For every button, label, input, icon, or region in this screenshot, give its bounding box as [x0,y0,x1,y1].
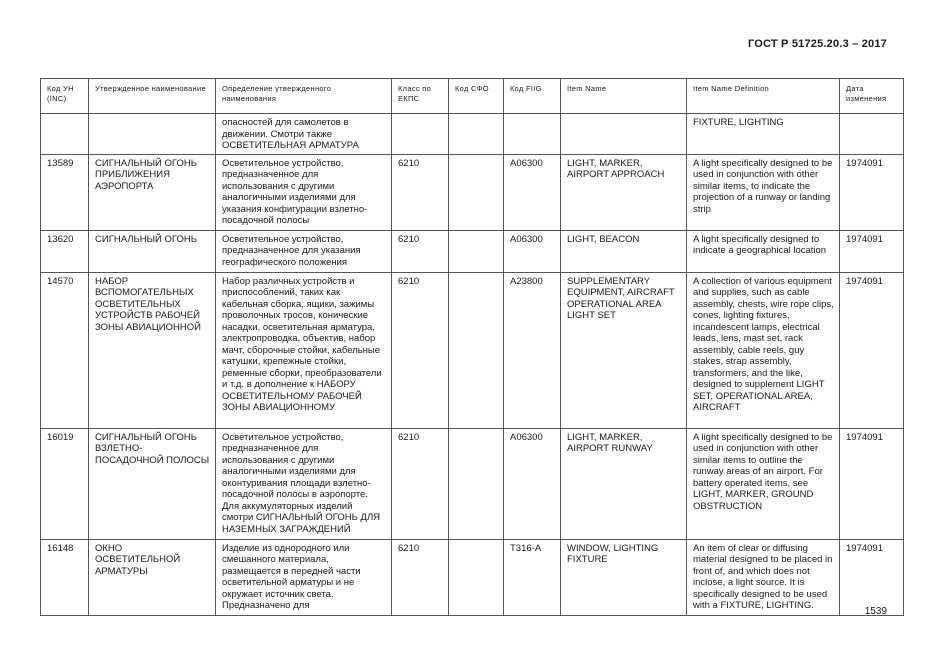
cell-inc [41,114,89,155]
cell-inc: 13620 [41,230,89,272]
cell-change-date: 1974091 [840,230,904,272]
cell-fiig-code [504,114,561,155]
page-number: 1539 [864,606,887,617]
cell-item-name: WINDOW, LIGHTING FIXTURE [561,539,687,615]
cell-sfo-code [449,428,504,539]
col-header-fiig-code: Код FIIG [504,79,561,114]
cell-change-date: 1974091 [840,539,904,615]
cell-item-name-definition: An item of clear or diffusing material designed to be placed in front of, and which does not inclose, a light source. It is specifically designed to be used with a FIXTURE, LIGHTING. [687,539,840,615]
cell-change-date: 1974091 [840,272,904,428]
table-row [41,154,904,230]
cell-change-date [840,114,904,155]
cell-change-date: 1974091 [840,154,904,230]
col-header-approved-name: Утвержденное наименование [89,79,216,114]
cell-fiig-code: T316-A [504,539,561,615]
cell-approved-name: СИГНАЛЬНЫЙ ОГОНЬ ПРИБЛИЖЕНИЯ АЭРОПОРТА [89,154,216,230]
cell-item-name-definition: FIXTURE, LIGHTING [687,114,840,155]
table-row [41,230,904,272]
cell-inc: 16148 [41,539,89,615]
cell-definition: опасностей для самолетов в движении. Смотри также ОСВЕТИТЕЛЬНАЯ АРМАТУРА [216,114,392,155]
cell-sfo-code [449,539,504,615]
cell-approved-name: СИГНАЛЬНЫЙ ОГОНЬ [89,230,216,272]
col-header-item-name: Item Name [561,79,687,114]
cell-item-name-definition: A collection of various equipment and supplies, such as cable assembly, chests, wire rope clips, cones, lighting fixtures, incandescent lamps, electrical leads, lens, mast set, rack assembly, cable reels, guy stakes, strap assembly, transformers, and the like, designed to supplement LIGHT SET, OPERATIONAL AREA, AIRCRAFT [687,272,840,428]
col-header-ekps-class: Класс по ЕКПС [392,79,449,114]
cell-fiig-code: A06300 [504,154,561,230]
table-row [41,428,904,539]
col-header-item-name-definition: Item Name Definition [687,79,840,114]
cell-sfo-code [449,154,504,230]
cell-inc: 14570 [41,272,89,428]
cell-ekps-class [392,114,449,155]
cell-definition: Набор различных устройств и приспособлений, таких как кабельная сборка, ящики, зажимы проволочных тросов, конические насадки, осветительная арматура, электропроводка, объектив, набор мачт, сборочные стойки, кабельные катушки, крепежные стойки, ременные сборки, преобразователи и т.д. в дополнение к НАБОРУ ОСВЕТИТЕЛЬНОМУ РАБОЧЕЙ ЗОНЫ АВИАЦИОННОМУ [216,272,392,428]
col-header-change-date: Дата изменения [840,79,904,114]
cell-approved-name: ОКНО ОСВЕТИТЕЛЬНОЙ АРМАТУРЫ [89,539,216,615]
cell-ekps-class: 6210 [392,539,449,615]
cell-item-name: LIGHT, MARKER, AIRPORT RUNWAY [561,428,687,539]
cell-ekps-class: 6210 [392,230,449,272]
data-table [40,78,904,616]
cell-approved-name: СИГНАЛЬНЫЙ ОГОНЬ ВЗЛЕТНО-ПОСАДОЧНОЙ ПОЛОСЫ [89,428,216,539]
col-header-sfo-code: Код СФО [449,79,504,114]
cell-item-name: LIGHT, MARKER, AIRPORT APPROACH [561,154,687,230]
cell-definition: Изделие из однородного или смешанного материала, размещается в передней части осветительной арматуры и не окружает источник света. Предназначено для [216,539,392,615]
document-header: ГОСТ Р 51725.20.3 – 2017 [747,38,887,50]
cell-approved-name: НАБОР ВСПОМОГАТЕЛЬНЫХ ОСВЕТИТЕЛЬНЫХ УСТРОЙСТВ РАБОЧЕЙ ЗОНЫ АВИАЦИОННОЙ [89,272,216,428]
cell-fiig-code: A06300 [504,230,561,272]
cell-inc: 16019 [41,428,89,539]
cell-fiig-code: A23800 [504,272,561,428]
cell-item-name-definition: A light specifically designed to indicate a geographical location [687,230,840,272]
cell-fiig-code: A06300 [504,428,561,539]
cell-inc: 13589 [41,154,89,230]
cell-item-name-definition: A light specifically designed to be used in conjunction with other similar items, to indicate the projection of a runway or landing strip [687,154,840,230]
cell-definition: Осветительное устройство, предназначенное для использования с другими аналогичными изделиями для оконтуривания площади взлетно-посадочной полосы в аэропорте. Для аккумуляторных изделий смотри СИГНАЛЬНЫЙ ОГОНЬ ДЛЯ НАЗЕМНЫХ ЗАГРАЖДЕНИЙ [216,428,392,539]
cell-item-name: SUPPLEMENTARY EQUIPMENT, AIRCRAFT OPERATIONAL AREA LIGHT SET [561,272,687,428]
cell-definition: Осветительное устройство, предназначенное для использования с другими аналогичными изделиями для указания конфигурации взлетно-посадочной полосы [216,154,392,230]
cell-sfo-code [449,114,504,155]
col-header-inc: Код УН (INC) [41,79,89,114]
cell-item-name [561,114,687,155]
cell-item-name-definition: A light specifically designed to be used in conjunction with other similar items to outline the runway areas of an airport. For battery operated items, see LIGHT, MARKER, GROUND OBSTRUCTION [687,428,840,539]
cell-item-name: LIGHT, BEACON [561,230,687,272]
cell-definition: Осветительное устройство, предназначенное для указания географического положения [216,230,392,272]
cell-ekps-class: 6210 [392,272,449,428]
table-header-row [41,79,904,114]
cell-approved-name [89,114,216,155]
cell-change-date: 1974091 [840,428,904,539]
cell-ekps-class: 6210 [392,154,449,230]
table-row [41,539,904,615]
table-row [41,114,904,155]
table-row [41,272,904,428]
cell-ekps-class: 6210 [392,428,449,539]
cell-sfo-code [449,230,504,272]
col-header-definition: Определение утвержденного наименования [216,79,392,114]
cell-sfo-code [449,272,504,428]
